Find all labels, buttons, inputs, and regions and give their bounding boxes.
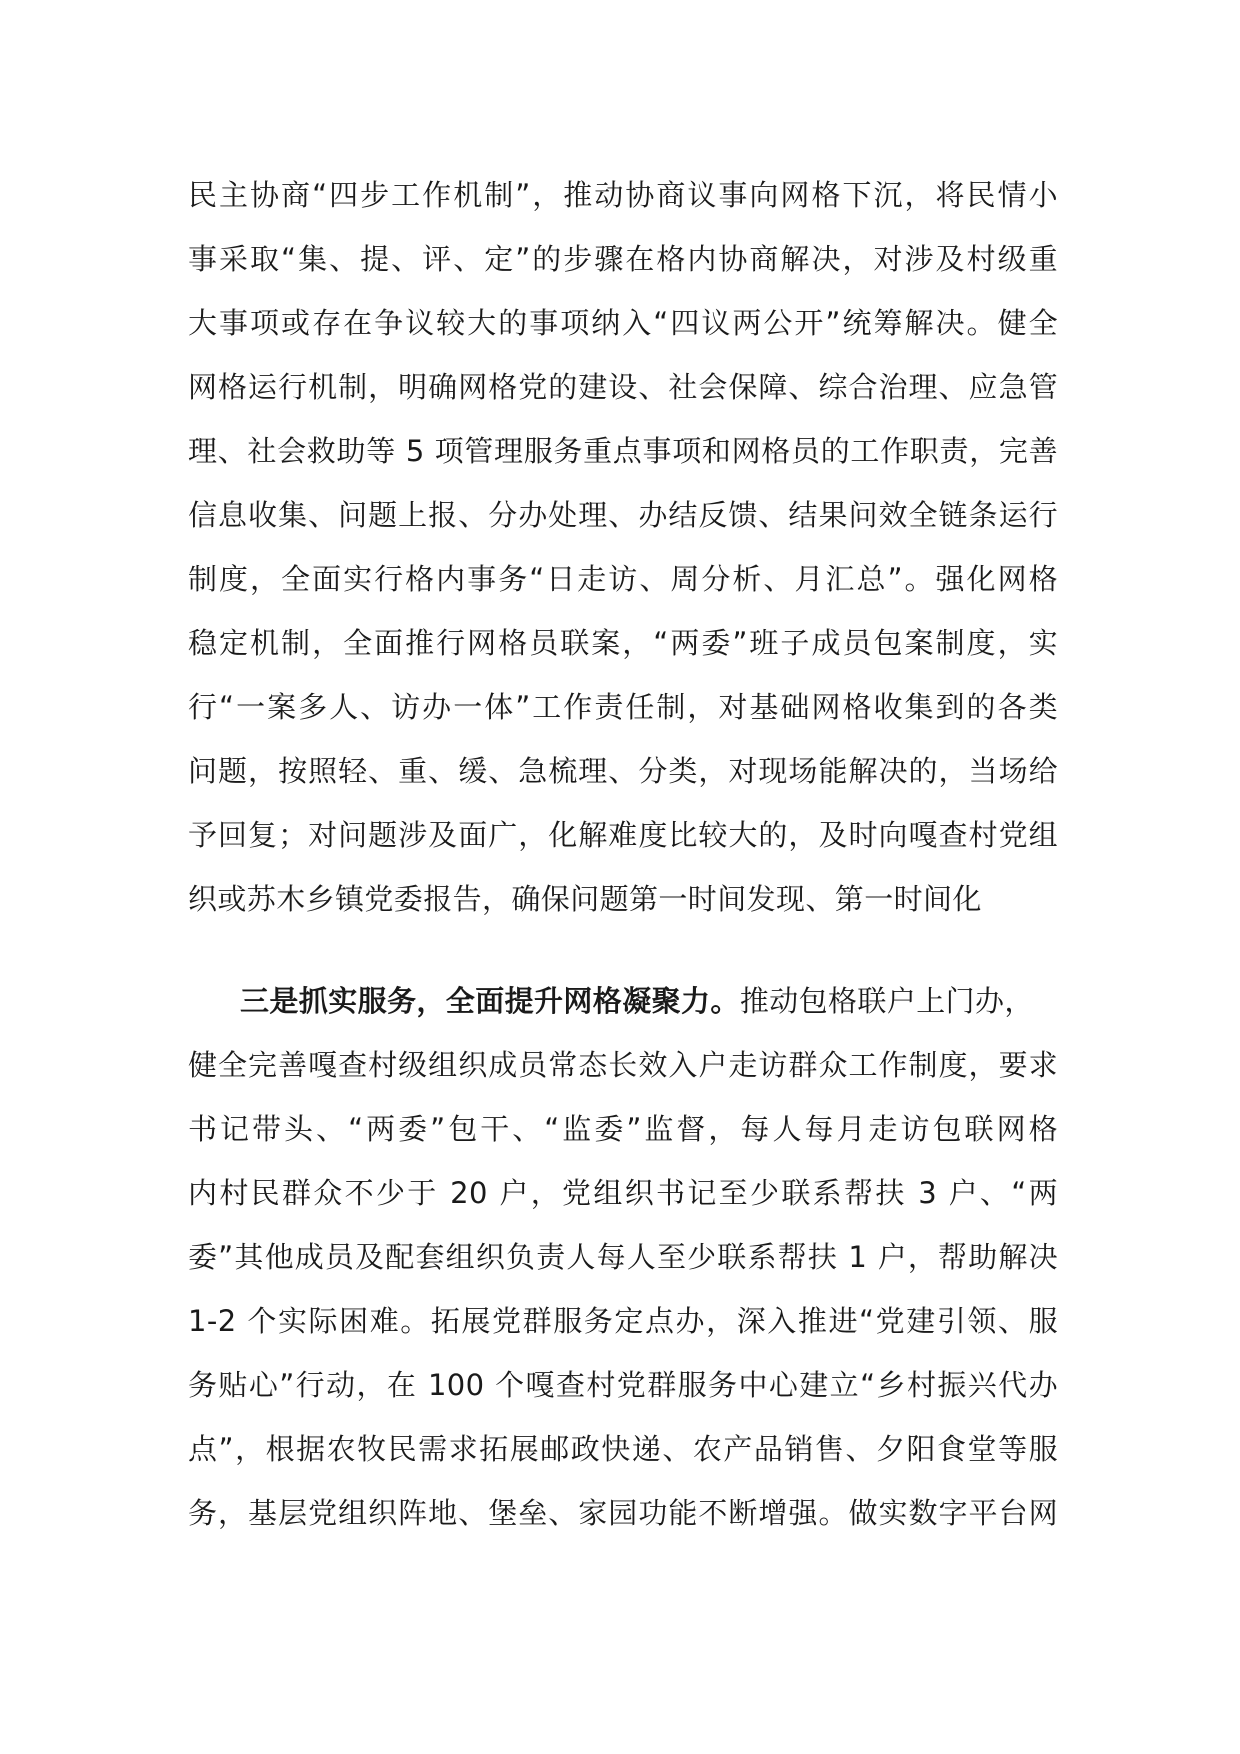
paragraph-1-line: 理、社会救助等 5 项管理服务重点事项和网格员的工作职责，完善 [188,434,1058,468]
paragraph-1-line: 行“一案多人、访办一体”工作责任制，对基础网格收集到的各类 [188,690,1058,724]
paragraph-2-line: 务，基层党组织阵地、堡垒、家园功能不断增强。做实数字平台网 [188,1496,1058,1530]
paragraph-2-line: 书记带头、“两委”包干、“监委”监督，每人每月走访包联网格 [188,1112,1058,1146]
paragraph-2 [188,969,1058,1545]
paragraph-2-line: 1-2 个实际困难。拓展党群服务定点办，深入推进“党建引领、服 [188,1304,1058,1338]
paragraph-1-line: 事采取“集、提、评、定”的步骤在格内协商解决，对涉及村级重 [188,242,1058,276]
paragraph-1-line: 问题，按照轻、重、缓、急梳理、分类，对现场能解决的，当场给 [188,754,1058,788]
paragraph-1-line: 予回复；对问题涉及面广，化解难度比较大的，及时向嘎查村党组 [188,818,1058,852]
paragraph-2-line: 务贴心”行动，在 100 个嘎查村党群服务中心建立“乡村振兴代办 [188,1368,1058,1402]
paragraph-1-line: 信息收集、问题上报、分办处理、办结反馈、结果问效全链条运行 [188,498,1058,532]
paragraph-2-first-line-text: 推动包格联户上门办， [739,984,1034,1018]
paragraph-2-line: 内村民群众不少于 20 户，党组织书记至少联系帮扶 3 户、“两 [188,1176,1058,1210]
paragraph-1-line: 大事项或存在争议较大的事项纳入“四议两公开”统筹解决。健全 [188,306,1058,340]
paragraph-2-line: 点”，根据农牧民需求拓展邮政快递、农产品销售、夕阳食堂等服 [188,1432,1058,1466]
paragraph-2-line: 健全完善嘎查村级组织成员常态长效入户走访群众工作制度，要求 [188,1048,1058,1082]
paragraph-1-line: 稳定机制，全面推行网格员联案，“两委”班子成员包案制度，实 [188,626,1058,660]
paragraph-1-line: 网格运行机制，明确网格党的建设、社会保障、综合治理、应急管 [188,370,1058,404]
paragraph-2-first-line [188,969,1058,1033]
paragraph-1-line: 民主协商“四步工作机制”，推动协商议事向网格下沉，将民情小 [188,178,1058,212]
paragraph-1-line: 制度，全面实行格内事务“日走访、周分析、月汇总”。强化网格 [188,562,1058,596]
paragraph-1 [188,163,1058,931]
paragraph-2-line: 委”其他成员及配套组织负责人每人至少联系帮扶 1 户，帮助解决 [188,1240,1058,1274]
paragraph-1-line: 织或苏木乡镇党委报告，确保问题第一时间发现、第一时间化 [188,882,982,916]
paragraph-2-heading: 三是抓实服务，全面提升网格凝聚力。 [240,984,740,1018]
